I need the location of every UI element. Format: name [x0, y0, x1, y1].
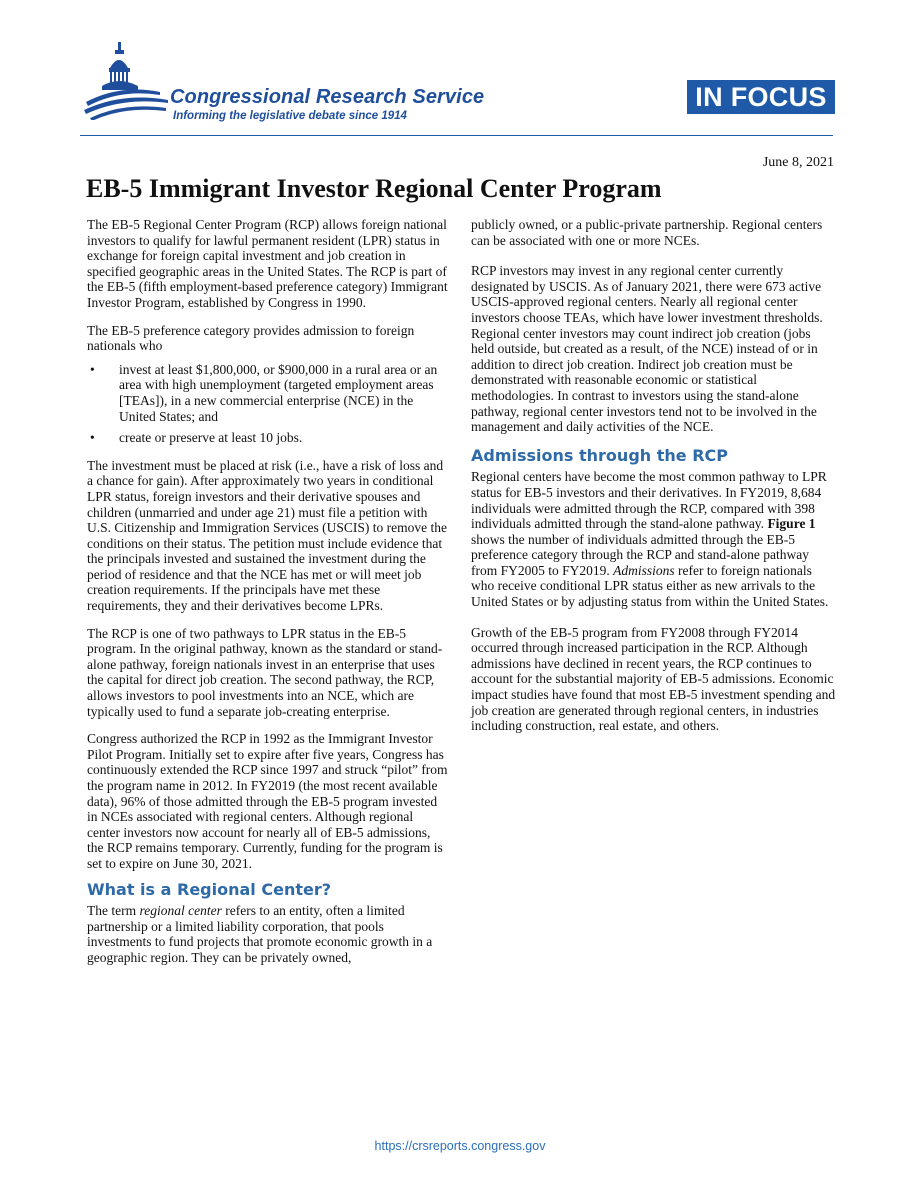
list-item-text: invest at least $1,800,000, or $900,000 in a rural area or an area with high unemployment (targeted employment areas [TEAs]), in a new commercial enterprise (NCE) in the United States; and [119, 361, 438, 424]
paragraph: The EB-5 Regional Center Program (RCP) allows foreign national investors to qualify for lawful permanent resident (LPR) status in exchange for foreign capital investment and job creation in specified geographic areas in the United States. The RCP is part of the EB-5 (fifth employment-based preference category) Immigrant Investor Program, established by Congress in 1990. [87, 217, 448, 310]
paragraph: The EB-5 preference category provides admission to foreign nationals who [87, 322, 415, 354]
paragraph: RCP investors may invest in any regional center currently designated by USCIS. As of January 2021, there were 673 active USCIS-approved regional centers. Nearly all regional center investors choose TEAs, which have lower investment thresholds. Regional center investors may count indirect job creation (jobs held outside, but created as a result, of the NCE) instead of or in addition to direct job creation. Indirect job creation must be demonstrated with reasonable economic or statistical methodologies. In contrast to investors using the stand-alone pathway, regional center investors tend not to be involved in the management and daily activities of the NCE. [471, 263, 823, 435]
list-item [87, 362, 449, 424]
text-run: shows the number of individuals admitted through the EB-5 preference category through the RCP and stand-alone pathway from FY2005 to FY2019. [471, 531, 810, 578]
bullet-icon: • [90, 430, 95, 446]
left-column [87, 217, 449, 978]
right-column [471, 217, 837, 746]
emphasis-term: Admissions [613, 562, 675, 578]
paragraph: The RCP is one of two pathways to LPR status in the EB-5 program. In the original pathway, known as the standard or stand-alone pathway, foreign nationals invest in an enterprise that uses the capital for direct job creation. The second pathway, the RCP, allows investors to pool investments into an NCE, which are typically used to fund a separate job-creating enterprise. [87, 625, 443, 719]
text-run: The term [87, 903, 140, 919]
in-focus-badge: IN FOCUS [687, 80, 835, 114]
requirements-list [87, 362, 449, 446]
capitol-dome-logo-icon [80, 40, 172, 120]
list-item-text: create or preserve at least 10 jobs. [119, 430, 303, 446]
section-heading: What is a Regional Center? [87, 879, 331, 899]
paragraph: Congress authorized the RCP in 1992 as the Immigrant Investor Pilot Program. Initially set to expire after five years, Congress has continuously extended the RCP since 1997 and struck “pilot” from the program name in 2012. In FY2019 (the most recent available data), 96% of those admitted through the EB-5 program invested in NCEs associated with regional centers. Although regional center investors now account for nearly all of EB-5 admissions, the RCP remains temporary. Currently, funding for the program is set to expire on June 30, 2021. [87, 731, 448, 871]
paragraph: Growth of the EB-5 program from FY2008 through FY2014 occurred through increased participation in the RCP. Although admissions have declined in recent years, the RCP continues to account for the substantial majority of EB-5 admissions. Economic impact studies have found that most EB-5 investment spending and job creation are generated through regional centers, in industries including construction, real estate, and others. [471, 624, 836, 734]
paragraph [471, 469, 837, 609]
text-run: refers to an entity, often a limited partnership or a limited liability corporation, that pools investments to fund projects that promote economic growth in a geographic region. They can be privately owned, [87, 903, 433, 965]
text-run: refer to foreign nationals who receive conditional LPR status either as new arrivals to the United States or by adjusting status from within the United States. [471, 562, 829, 610]
page-title: EB-5 Immigrant Investor Regional Center Program [86, 174, 662, 203]
org-name: Congressional Research Service [170, 86, 485, 108]
paragraph [87, 903, 449, 965]
emphasis-term: regional center [139, 903, 222, 919]
bullet-icon: • [90, 361, 95, 377]
list-item [87, 430, 449, 446]
paragraph: The investment must be placed at risk (i.e., have a risk of loss and a chance for gain). After approximately two years in conditional LPR status, foreign investors and their derivative spouses and children (unmarried and under age 21) must file a petition with U.S. Citizenship and Immigration Services (USCIS) to remove the conditions on their status. The petition must include evidence that the principals invested and sustained the investment during the period of residence and that the NCE has met or will meet job creation requirements. If the principals have met these requirements, they and their derivatives become LPRs. [87, 457, 447, 614]
report-date: June 8, 2021 [762, 155, 834, 170]
org-tagline: Informing the legislative debate since 1914 [173, 110, 407, 122]
section-heading: Admissions through the RCP [471, 445, 728, 465]
footer-link[interactable]: https://crsreports.congress.gov [374, 1139, 546, 1153]
figure-reference: Figure 1 [767, 516, 816, 532]
header-rule [80, 135, 833, 136]
paragraph: publicly owned, or a public-private partnership. Regional centers can be associated with one or more NCEs. [471, 217, 823, 248]
text-run: Regional centers have become the most common pathway to LPR status for EB-5 investors and their derivatives. In FY2019, 8,684 individuals were admitted through the RCP, compared with 398 individuals admitted through the stand-alone pathway. [471, 469, 827, 532]
header [80, 40, 840, 138]
